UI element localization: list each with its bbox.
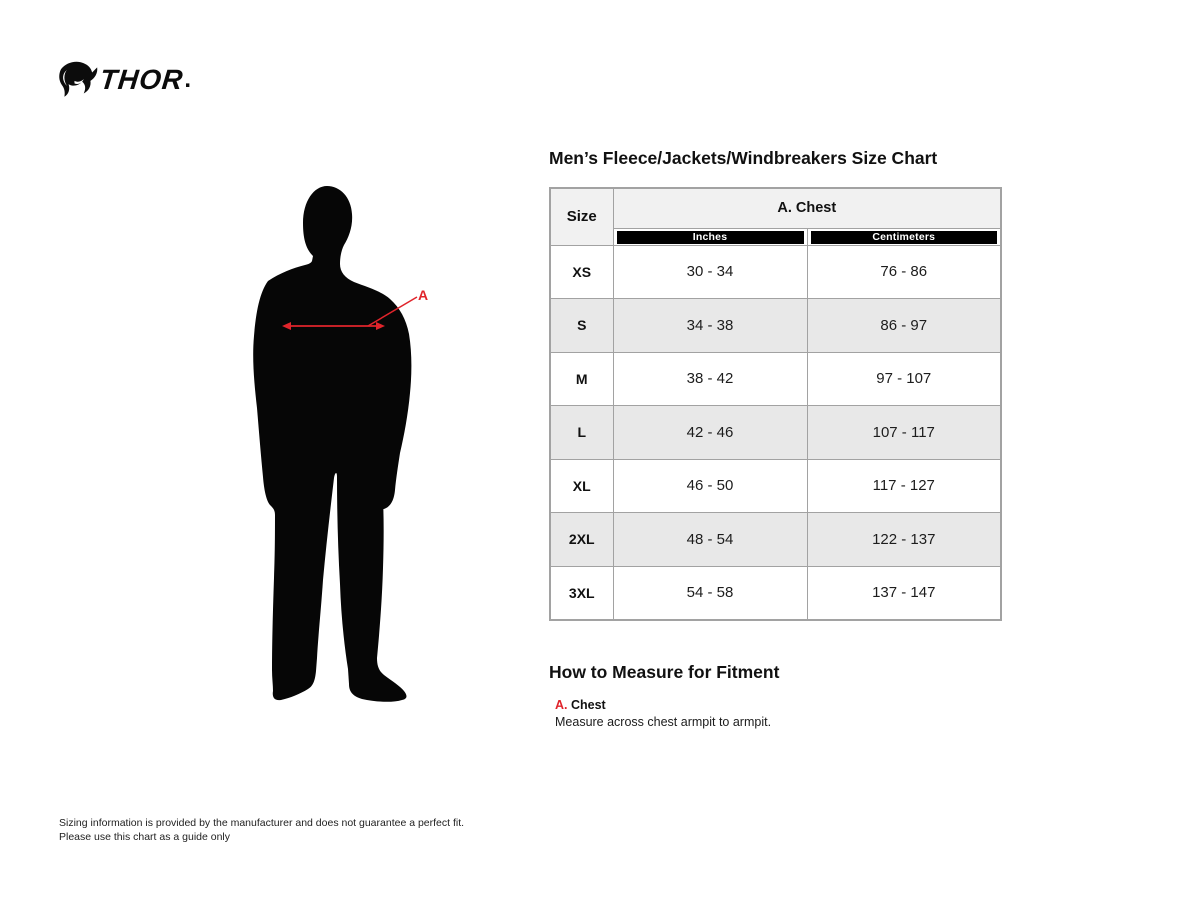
disclaimer-line-1: Sizing information is provided by the manufacturer and does not guarantee a perfect fit. (59, 817, 465, 829)
measure-letter: A. (555, 697, 568, 712)
thor-logo (56, 58, 191, 102)
brand-wordmark: THOR (98, 64, 186, 95)
thor-goat-icon (56, 58, 98, 102)
inches-cell: 46 - 50 (613, 459, 807, 513)
column-header-chest: A. Chest (613, 188, 1001, 228)
size-cell: XS (550, 245, 613, 299)
table-row-l (550, 406, 1001, 460)
brand-wordmark-dot: . (184, 66, 191, 93)
centimeters-cell: 122 - 137 (807, 513, 1001, 567)
table-row-xl (550, 459, 1001, 513)
inches-cell: 38 - 42 (613, 352, 807, 406)
column-header-size: Size (550, 188, 613, 245)
centimeters-cell: 86 - 97 (807, 299, 1001, 353)
table-row-3xl (550, 566, 1001, 620)
measure-name: Chest (570, 697, 606, 712)
sizing-disclaimer (59, 817, 464, 844)
silhouette-shape (253, 186, 411, 702)
centimeters-cell: 117 - 127 (807, 459, 1001, 513)
inches-cell: 54 - 58 (613, 566, 807, 620)
table-row-m (550, 352, 1001, 406)
inches-cell: 42 - 46 (613, 406, 807, 460)
inches-cell: 48 - 54 (613, 513, 807, 567)
size-cell: L (550, 406, 613, 460)
size-cell: S (550, 299, 613, 353)
disclaimer-line-2: Please use this chart as a guide only (59, 830, 231, 843)
size-chart-content (549, 148, 1001, 729)
inches-cell: 30 - 34 (613, 245, 807, 299)
subheader-inches-cell (613, 228, 807, 245)
table-row-xs (550, 245, 1001, 299)
table-row-s (550, 299, 1001, 353)
how-to-measure-title: How to Measure for Fitment (549, 661, 780, 682)
measure-item-chest (549, 698, 1001, 729)
subheader-centimeters-cell (807, 228, 1001, 245)
size-chart-table (549, 187, 1002, 621)
subheader-inches: Inches (617, 231, 804, 244)
table-row-2xl (550, 513, 1001, 567)
size-cell: XL (550, 459, 613, 513)
chart-title: Men’s Fleece/Jackets/Windbreakers Size Chart (549, 148, 938, 168)
centimeters-cell: 107 - 117 (807, 406, 1001, 460)
inches-cell: 34 - 38 (613, 299, 807, 353)
subheader-centimeters: Centimeters (811, 231, 998, 244)
size-cell: M (550, 352, 613, 406)
measure-description: Measure across chest armpit to armpit. (555, 714, 772, 729)
centimeters-cell: 137 - 147 (807, 566, 1001, 620)
size-cell: 2XL (550, 513, 613, 567)
measurement-label-a: A (418, 287, 429, 303)
body-silhouette (230, 160, 460, 720)
centimeters-cell: 97 - 107 (807, 352, 1001, 406)
centimeters-cell: 76 - 86 (807, 245, 1001, 299)
size-cell: 3XL (550, 566, 613, 620)
